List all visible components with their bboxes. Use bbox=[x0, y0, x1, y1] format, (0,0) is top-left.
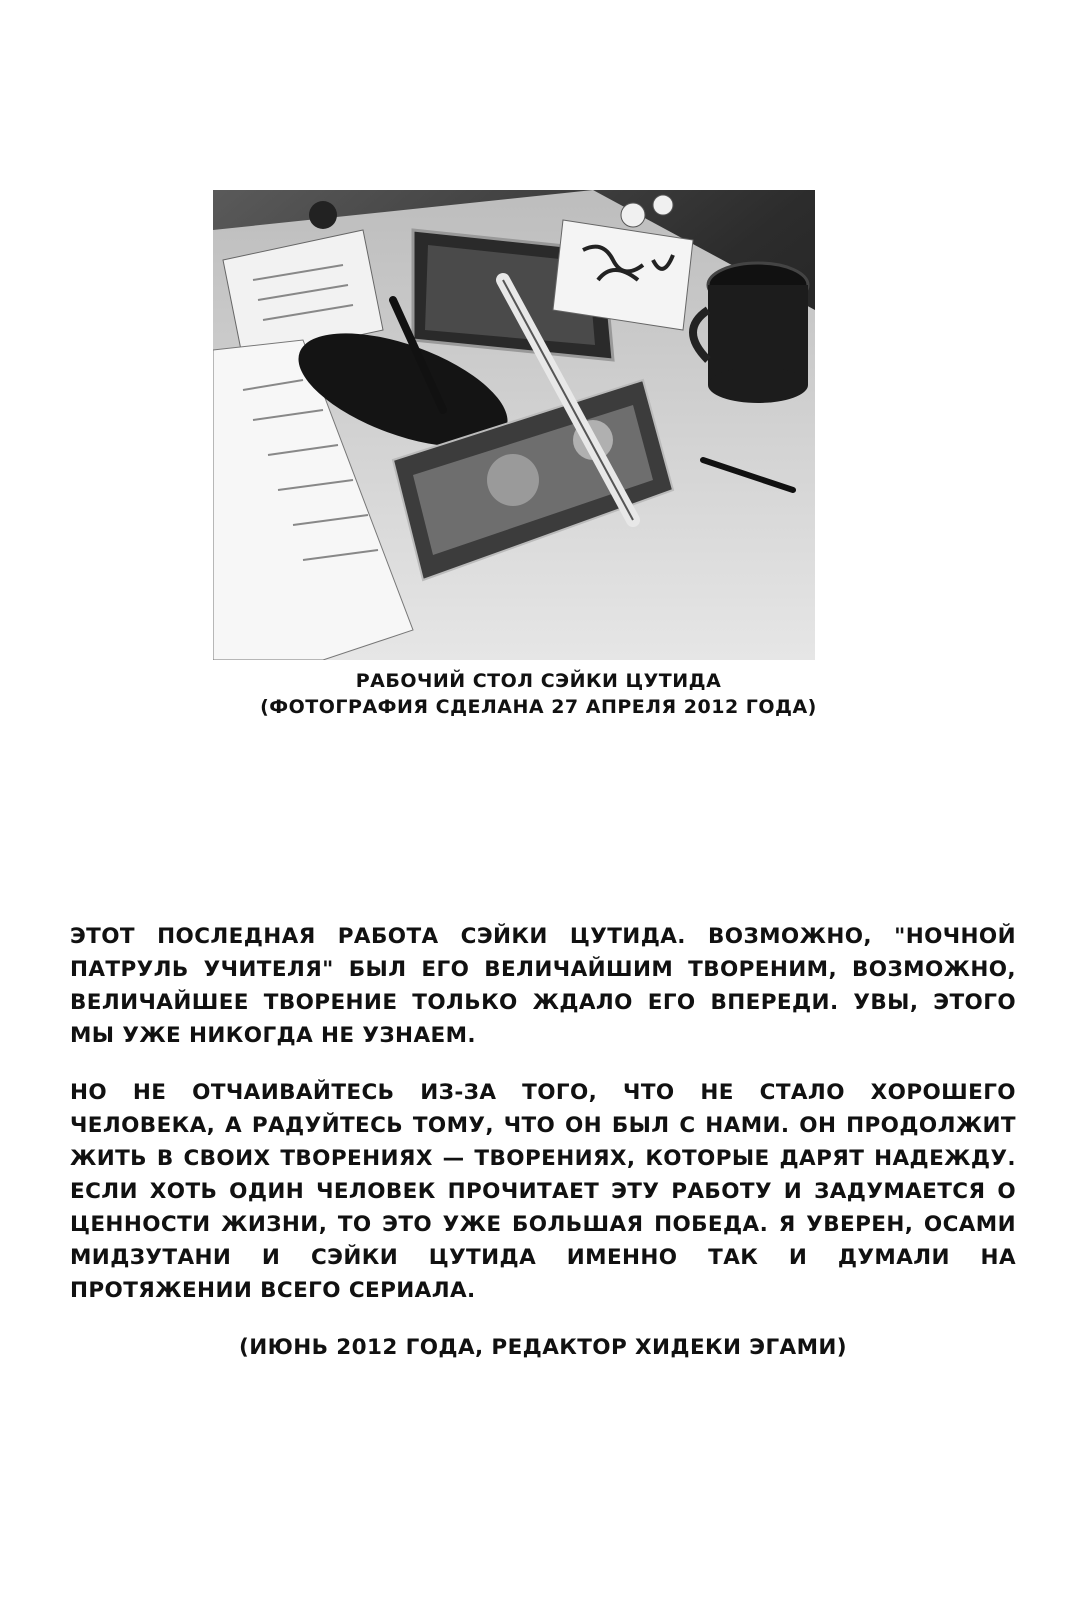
afterword-text bbox=[70, 920, 1016, 1364]
paragraph-2: НО НЕ ОТЧАИВАЙТЕСЬ ИЗ-ЗА ТОГО, ЧТО НЕ СТАЛО ХОРОШЕГО ЧЕЛОВЕКА, А РАДУЙТЕСЬ ТОМУ, ЧТО ОН БЫЛ С НАМИ. ОН ПРОДОЛЖИТ ЖИТЬ В СВОИХ ТВОРЕНИЯХ — ТВОРЕНИЯХ, КОТОРЫЕ ДАРЯТ НАДЕЖДУ. ЕСЛИ ХОТЬ ОДИН ЧЕЛОВЕК ПРОЧИТАЕТ ЭТУ РАБОТУ И ЗАДУМАЕТСЯ О ЦЕННОСТИ ЖИЗНИ, ТО ЭТО УЖЕ БОЛЬШАЯ ПОБЕДА. Я УВЕРЕН, ОСАМИ МИДЗУТАНИ И СЭЙКИ ЦУТИДА ИМЕННО ТАК И ДУМАЛИ НА ПРОТЯЖЕНИИ ВСЕГО СЕРИАЛА. bbox=[70, 1080, 1016, 1303]
paragraph-1: ЭТОТ ПОСЛЕДНАЯ РАБОТА СЭЙКИ ЦУТИДА. ВОЗМОЖНО, "НОЧНОЙ ПАТРУЛЬ УЧИТЕЛЯ" БЫЛ ЕГО ВЕЛИЧАЙШИМ ТВОРЕНИМ, ВОЗМОЖНО, ВЕЛИЧАЙШЕЕ ТВОРЕНИЕ ТОЛЬКО ЖДАЛО ЕГО ВПЕРЕДИ. УВЫ, ЭТОГО МЫ УЖЕ НИКОГДА НЕ УЗНАЕМ. bbox=[70, 924, 1016, 1048]
desk-photo-illustration bbox=[213, 190, 815, 660]
desk-photo bbox=[213, 190, 815, 660]
signature: (ИЮНЬ 2012 ГОДА, РЕДАКТОР ХИДЕКИ ЭГАМИ) bbox=[238, 1335, 848, 1360]
caption-line-2: (ФОТОГРАФИЯ СДЕЛАНА 27 АПРЕЛЯ 2012 ГОДА) bbox=[260, 696, 817, 718]
photo-caption bbox=[0, 668, 1077, 720]
caption-line-1: РАБОЧИЙ СТОЛ СЭЙКИ ЦУТИДА bbox=[355, 670, 722, 692]
